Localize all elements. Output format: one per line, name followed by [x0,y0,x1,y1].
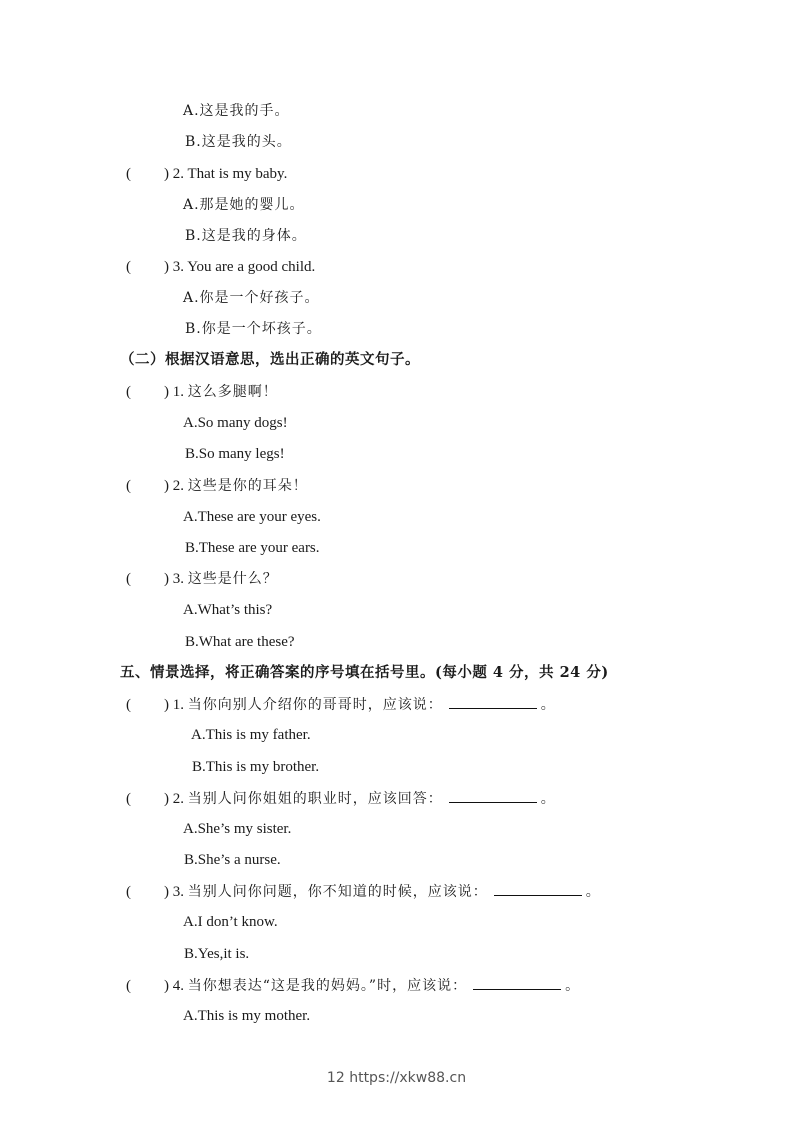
option-a: A.This is my mother. [183,1008,311,1024]
option-b: B.这是我的身体。 [185,228,307,244]
answer-paren-close: ) [164,884,169,900]
section-heading: 五、情景选择，将正确答案的序号填在括号里。(每小题 4 分，共 24 分) [120,664,609,681]
page-number: 12 [326,1070,345,1086]
option-b: B.She’s a nurse. [184,852,281,868]
answer-blank[interactable] [449,788,537,803]
option-a: A.She’s my sister. [183,821,292,837]
answer-paren-close: ) [164,166,169,182]
answer-paren-open[interactable]: ( [126,884,131,900]
question-number: 3. [172,884,184,900]
answer-paren-close: ) [164,978,169,994]
option-b: B.你是一个坏孩子。 [185,321,322,337]
answer-paren-open[interactable]: ( [126,571,131,587]
option-a: A.These are your eyes. [183,509,321,525]
question-text: 这些是什么？ [187,571,278,587]
period: 。 [565,978,581,994]
question-item [126,257,315,277]
option-a: A.I don’t know. [183,914,278,930]
question-text: 当别人问你问题，你不知道的时候，应该说： [187,884,488,900]
option-b: B.What are these? [185,634,295,650]
page-footer [0,1070,793,1086]
answer-paren-open[interactable]: ( [126,259,131,275]
option-a: A.你是一个好孩子。 [183,290,320,306]
answer-paren-open[interactable]: ( [126,478,131,494]
answer-paren-close: ) [164,259,169,275]
answer-paren-close: ) [164,571,169,587]
answer-blank[interactable] [494,881,582,896]
question-item [126,694,556,715]
question-item [126,975,580,996]
question-item [126,788,556,809]
question-item [126,881,601,902]
answer-paren-open[interactable]: ( [126,384,131,400]
question-number: 2. [172,791,184,807]
question-number: 4. [172,978,184,994]
option-b: B.这是我的头。 [185,134,292,150]
period: 。 [585,884,601,900]
option-a: A.What’s this? [183,602,273,618]
question-item [126,569,278,589]
period: 。 [540,791,556,807]
option-a: A.This is my father. [191,727,311,743]
answer-paren-open[interactable]: ( [126,697,131,713]
period: 。 [540,697,556,713]
answer-blank[interactable] [473,975,561,990]
answer-blank[interactable] [449,694,537,709]
section-heading: （二）根据汉语意思，选出正确的英文句子。 [120,351,420,368]
answer-paren-close: ) [164,478,169,494]
question-item [126,164,287,184]
question-item [126,476,308,496]
question-text: 当别人问你姐姐的职业时，应该回答： [187,791,443,807]
answer-paren-open[interactable]: ( [126,166,131,182]
answer-paren-close: ) [164,384,169,400]
question-number: 2. [172,478,184,494]
option-b: B.This is my brother. [192,759,320,775]
question-text: 当你向别人介绍你的哥哥时，应该说： [187,697,443,713]
question-text: 3. You are a good child. [172,259,316,275]
option-a: A.这是我的手。 [183,103,290,119]
question-number: 1. [172,384,184,400]
question-text: 2. That is my baby. [172,166,288,182]
answer-paren-open[interactable]: ( [126,978,131,994]
question-text: 这些是你的耳朵！ [187,478,308,494]
option-b: B.So many legs! [185,446,285,462]
answer-paren-close: ) [164,697,169,713]
question-item [126,382,278,402]
answer-paren-close: ) [164,791,169,807]
option-a: A.So many dogs! [183,415,288,431]
option-b: B.These are your ears. [185,540,320,556]
question-number: 1. [172,697,184,713]
answer-paren-open[interactable]: ( [126,791,131,807]
question-number: 3. [172,571,184,587]
question-text: 当你想表达“这是我的妈妈。”时，应该说： [187,978,468,994]
option-a: A.那是她的婴儿。 [183,197,305,213]
question-text: 这么多腿啊！ [187,384,278,400]
option-b: B.Yes,it is. [184,946,250,962]
footer-url[interactable]: https://xkw88.cn [349,1070,467,1086]
